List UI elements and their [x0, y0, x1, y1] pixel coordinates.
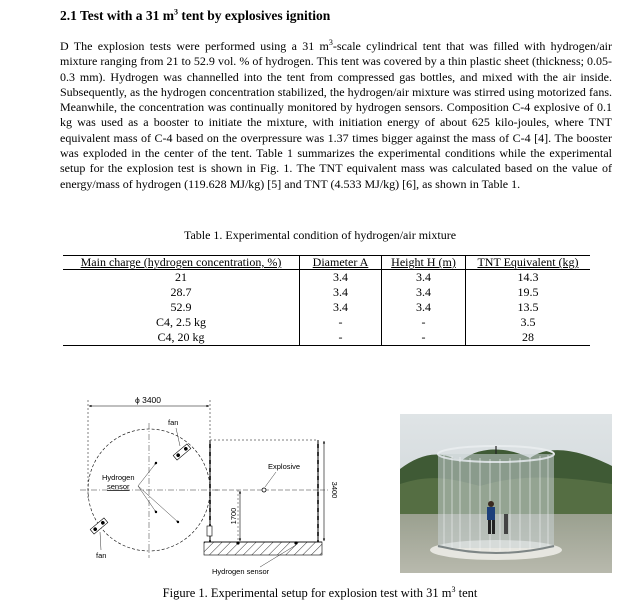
cell-main-charge: 52.9 [170, 300, 192, 314]
cell-height: 3.4 [382, 285, 466, 300]
plan-view [80, 395, 218, 560]
explosive-marker [262, 488, 266, 492]
cell-tnt: 19.5 [466, 285, 591, 300]
cell-height: - [382, 315, 466, 330]
table-row [63, 300, 590, 315]
fan-top-label: fan [168, 418, 179, 427]
header-height: Height H (m) [382, 256, 466, 270]
cell-height: 3.4 [382, 300, 466, 315]
hydrogen-sensor-bottom-label: Hydrogen sensor [212, 567, 270, 576]
table-caption: Table 1. Experimental condition of hydrogen/air mixture [183, 228, 457, 242]
sensor-post [207, 526, 212, 536]
table-row [63, 330, 590, 346]
header-diameter: Diameter A [300, 256, 382, 270]
cell-tnt: 14.3 [466, 270, 591, 286]
dim-1700-label: 1700 [229, 507, 238, 525]
cell-diameter: 3.4 [300, 285, 382, 300]
hydrogen-sensor-label-line1: Hydrogen [102, 473, 135, 482]
table-row [63, 270, 590, 286]
fan-bottom-label: fan [96, 551, 107, 560]
experimental-setup-diagram [60, 390, 350, 586]
table-row [63, 315, 590, 330]
cell-tnt: 13.5 [466, 300, 591, 315]
ground-base [204, 542, 322, 555]
phi-label: ϕ 3400 [134, 395, 162, 405]
cell-main-charge: 21 [175, 270, 187, 284]
body-paragraph: D The explosion tests were performed using a 31 $m^3$-scale cylindrical tent that was filled with hydrogen/air mixture ranging from 21 to 52.9 vol. % of hydrogen. This tent was covered by a thin plastic sheet (thickness; 0.05-0.3 mm). Hydrogen was channelled into the tent from compressed gas bottles, and mixed with the air inside. Subsequently, as the hydrogen concentration stabilized, the hydrogen/air mixture was stirred using motorized fans. Meanwhile, the concentration was continually monitored by hydrogen sensors. Composition C-4 explosive of 0.1 kg was used as a booster to initiate the mixture, with initiation energy of about 625 kilo-joules, where TNT equivalent mass of C-4 based on the overpressure was 1.37 times bigger against the mass of C-4 [4]. The booster was exploded in the center of the tent. Table 1 summarizes the experimental conditions while the experimental setup for the explosion test is shown in Fig. 1. The TNT equivalent mass was calculated based on the value of energy/mass of hydrogen (119.628 MJ/kg) [5] and TNT (4.533 MJ/kg) [6], as shown in Table 1. [60, 38, 612, 191]
hydrogen-sensor-label-line2: sensor [107, 482, 130, 491]
header-main-charge: Main charge (hydrogen concentration, %) [80, 255, 282, 269]
figure-caption: Figure 1. Experimental setup for explosion test with 31 $m^3$ tent [162, 584, 478, 600]
cell-height: 3.4 [382, 270, 466, 286]
dim-3400-label: 3400 [330, 481, 339, 499]
cell-main-charge: C4, 2.5 kg [155, 315, 206, 329]
table-row [63, 285, 590, 300]
section-heading: 2.1 Test with a 31 $m^3$ tent by explosives ignition [60, 7, 331, 23]
cell-height: - [382, 330, 466, 346]
cell-main-charge: 28.7 [170, 285, 192, 299]
experimental-conditions-table [63, 255, 590, 346]
cell-tnt: 3.5 [466, 315, 591, 330]
cell-diameter: - [300, 330, 382, 346]
cell-tnt: 28 [466, 330, 591, 346]
cell-diameter: 3.4 [300, 300, 382, 315]
elevation-view [204, 440, 339, 576]
cell-main-charge: C4, 20 kg [157, 330, 205, 344]
cell-diameter: 3.4 [300, 270, 382, 286]
table-header-row [63, 256, 590, 270]
fan-icon [173, 444, 191, 460]
explosive-label: Explosive [268, 462, 301, 471]
header-tnt: TNT Equivalent (kg) [466, 256, 591, 270]
tent-photo [400, 414, 612, 573]
fan-icon [90, 518, 108, 534]
cell-diameter: - [300, 315, 382, 330]
